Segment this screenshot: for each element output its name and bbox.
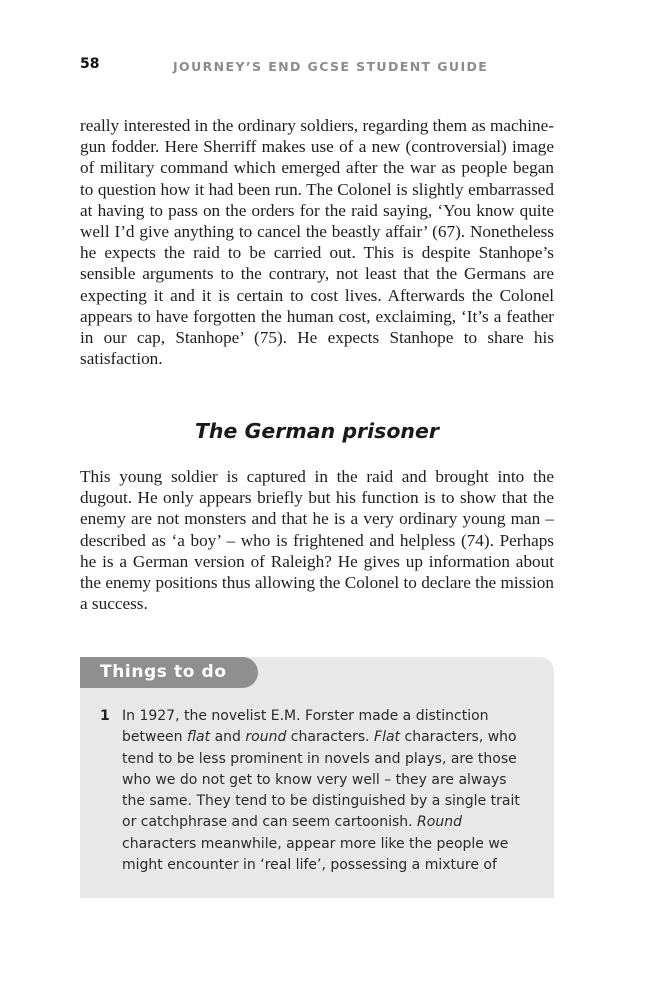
task-text-segment: or catchphrase and can seem cartoonish.	[122, 814, 418, 831]
body-paragraph-german-prisoner: This young soldier is captured in the raid and brought into the dugout. He only appears briefly but his function is to show that the enemy are not monsters and that he is a very ordinary young man – described as ‘a boy’ – who is frightened and helpless (74). Perhaps he is a German version of Raleigh? He gives up information about the enemy positions thus allowing the Colonel to declare the mission a success.	[80, 467, 554, 614]
task-text-segment: who we do not get to know very well – they are always	[122, 771, 507, 788]
task-number: 1	[100, 708, 110, 724]
task-text-segment: characters.	[286, 729, 375, 746]
task-line	[122, 749, 542, 770]
task-line	[122, 727, 542, 748]
task-text-segment: In 1927, the novelist E.M. Forster made a distinction	[122, 708, 489, 724]
task-text-segment: tend to be less prominent in novels and plays, are those	[122, 750, 517, 767]
task-text	[122, 706, 542, 876]
running-header: JOURNEY’S END GCSE STUDENT GUIDE	[173, 59, 489, 74]
page-number: 58	[80, 56, 100, 72]
task-text-emphasis: Flat	[374, 729, 401, 746]
task-line	[122, 812, 542, 833]
task-line	[122, 791, 542, 812]
things-to-do-box	[80, 657, 554, 898]
task-line	[122, 855, 542, 876]
task-line	[122, 834, 542, 855]
task-text-emphasis: Round	[417, 814, 462, 831]
task-text-segment: the same. They tend to be distinguished by a single trait	[122, 793, 520, 810]
task-line	[122, 706, 542, 727]
task-text-segment: between	[122, 729, 187, 746]
task-text-emphasis: flat	[187, 729, 211, 746]
task-text-segment: characters meanwhile, appear more like the people we	[122, 835, 509, 852]
task-line	[122, 770, 542, 791]
task-text-emphasis: round	[245, 729, 287, 746]
section-heading-german-prisoner: The German prisoner	[194, 419, 440, 443]
task-text-segment: characters, who	[400, 729, 517, 746]
task-text-segment: and	[210, 729, 246, 746]
body-paragraph-colonel: really interested in the ordinary soldiers, regarding them as machine-gun fodder. Here Sherriff makes use of a new (controversial) image of military command which emerged after the war as people began to question how it had been run. The Colonel is slightly embarrassed at having to pass on the orders for the raid saying, ‘You know quite well I’d give anything to cancel the beastly affair’ (67). Nonetheless he expects the raid to be carried out. This is despite Stanhope’s sensible arguments to the contrary, not least that the Germans are expecting it and it is certain to cost lives. Afterwards the Colonel appears to have forgotten the human cost, exclaiming, ‘It’s a feather in our cap, Stanhope’ (75). He expects Stanhope to share his satisfaction.	[80, 116, 554, 369]
things-to-do-tab: Things to do	[80, 657, 258, 688]
task-text-segment: might encounter in ‘real life’, possessing a mixture of	[122, 857, 497, 874]
